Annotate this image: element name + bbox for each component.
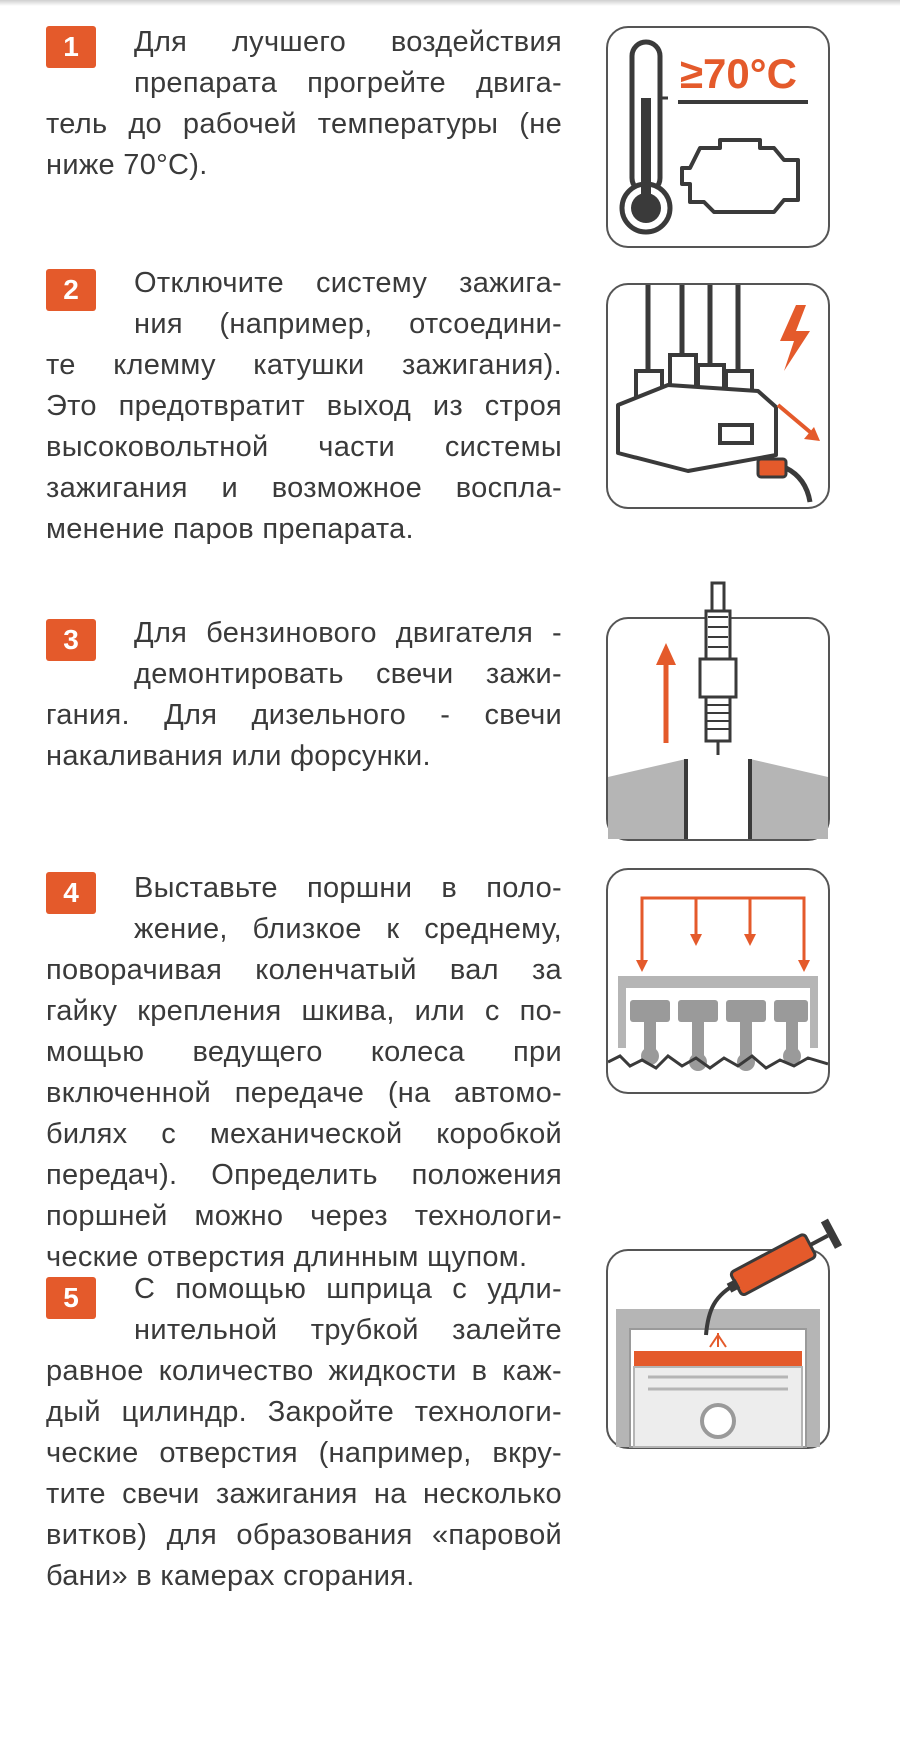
- text-line: тите свечи зажигания на несколько: [46, 1478, 562, 1510]
- text-line: билях с механической коробкой: [46, 1118, 562, 1150]
- text-line: те клемму катушки зажигания).: [46, 349, 562, 381]
- text-line: тель до рабочей температуры (не: [46, 108, 562, 140]
- text-line: дый цилиндр. Закройте технологи-: [46, 1396, 562, 1428]
- text-line: гания. Для дизельного - свечи: [46, 699, 562, 731]
- text-line: нительной трубкой залейте: [134, 1314, 562, 1346]
- step-number-badge: 2: [46, 269, 96, 311]
- text-line: демонтировать свечи зажи-: [134, 658, 562, 690]
- text-line: Это предотвратит выход из строя: [46, 390, 562, 422]
- text-line: С помощью шприца с удли-: [134, 1273, 562, 1305]
- text-line: накаливания или форсунки.: [46, 740, 431, 772]
- step-text: [46, 868, 562, 1278]
- text-line: Для бензинового двигателя -: [134, 617, 562, 649]
- step-text: [46, 263, 562, 550]
- text-line: поворачивая коленчатый вал за: [46, 954, 562, 986]
- step-number-badge: 3: [46, 619, 96, 661]
- pistons-icon: [606, 868, 830, 1094]
- step-text: [46, 613, 562, 777]
- step-number-badge: 1: [46, 26, 96, 68]
- syringe-cylinder-icon: [606, 1249, 830, 1449]
- text-line: ния (например, отсоедини-: [134, 308, 562, 340]
- step-text: [46, 1269, 562, 1597]
- thermometer-engine-icon: [606, 26, 830, 248]
- spark-plug-removal-icon: [606, 617, 830, 841]
- step-number-badge: 5: [46, 1277, 96, 1319]
- text-line: жение, близкое к среднему,: [134, 913, 562, 945]
- text-line: бани» в камерах сгорания.: [46, 1560, 415, 1592]
- text-line: ческие отверстия (например, вкру-: [46, 1437, 562, 1469]
- text-line: Для лучшего воздействия: [134, 26, 562, 58]
- text-line: витков) для образования «паровой: [46, 1519, 562, 1551]
- text-line: поршней можно через технологи-: [46, 1200, 562, 1232]
- temperature-label: ≥70°C: [680, 50, 797, 97]
- text-line: высоковольтной части системы: [46, 431, 562, 463]
- text-line: передач). Определить положения: [46, 1159, 562, 1191]
- text-line: зажигания и возможное воспла-: [46, 472, 562, 504]
- text-line: ниже 70°С).: [46, 149, 208, 181]
- text-line: Отключите систему зажига-: [134, 267, 562, 299]
- text-line: равное количество жидкости в каж-: [46, 1355, 562, 1387]
- top-divider: [0, 0, 900, 6]
- text-line: препарата прогрейте двига-: [134, 67, 562, 99]
- text-line: включенной передаче (на автомо-: [46, 1077, 562, 1109]
- text-line: гайку крепления шкива, или с по-: [46, 995, 562, 1027]
- text-line: Выставьте поршни в поло-: [134, 872, 562, 904]
- text-line: мощью ведущего колеса при: [46, 1036, 562, 1068]
- ignition-coil-icon: [606, 283, 830, 509]
- step-text: [46, 22, 562, 186]
- step-number-badge: 4: [46, 872, 96, 914]
- text-line: менение паров препарата.: [46, 513, 414, 545]
- text-line: ческие отверстия длинным щупом.: [46, 1241, 528, 1273]
